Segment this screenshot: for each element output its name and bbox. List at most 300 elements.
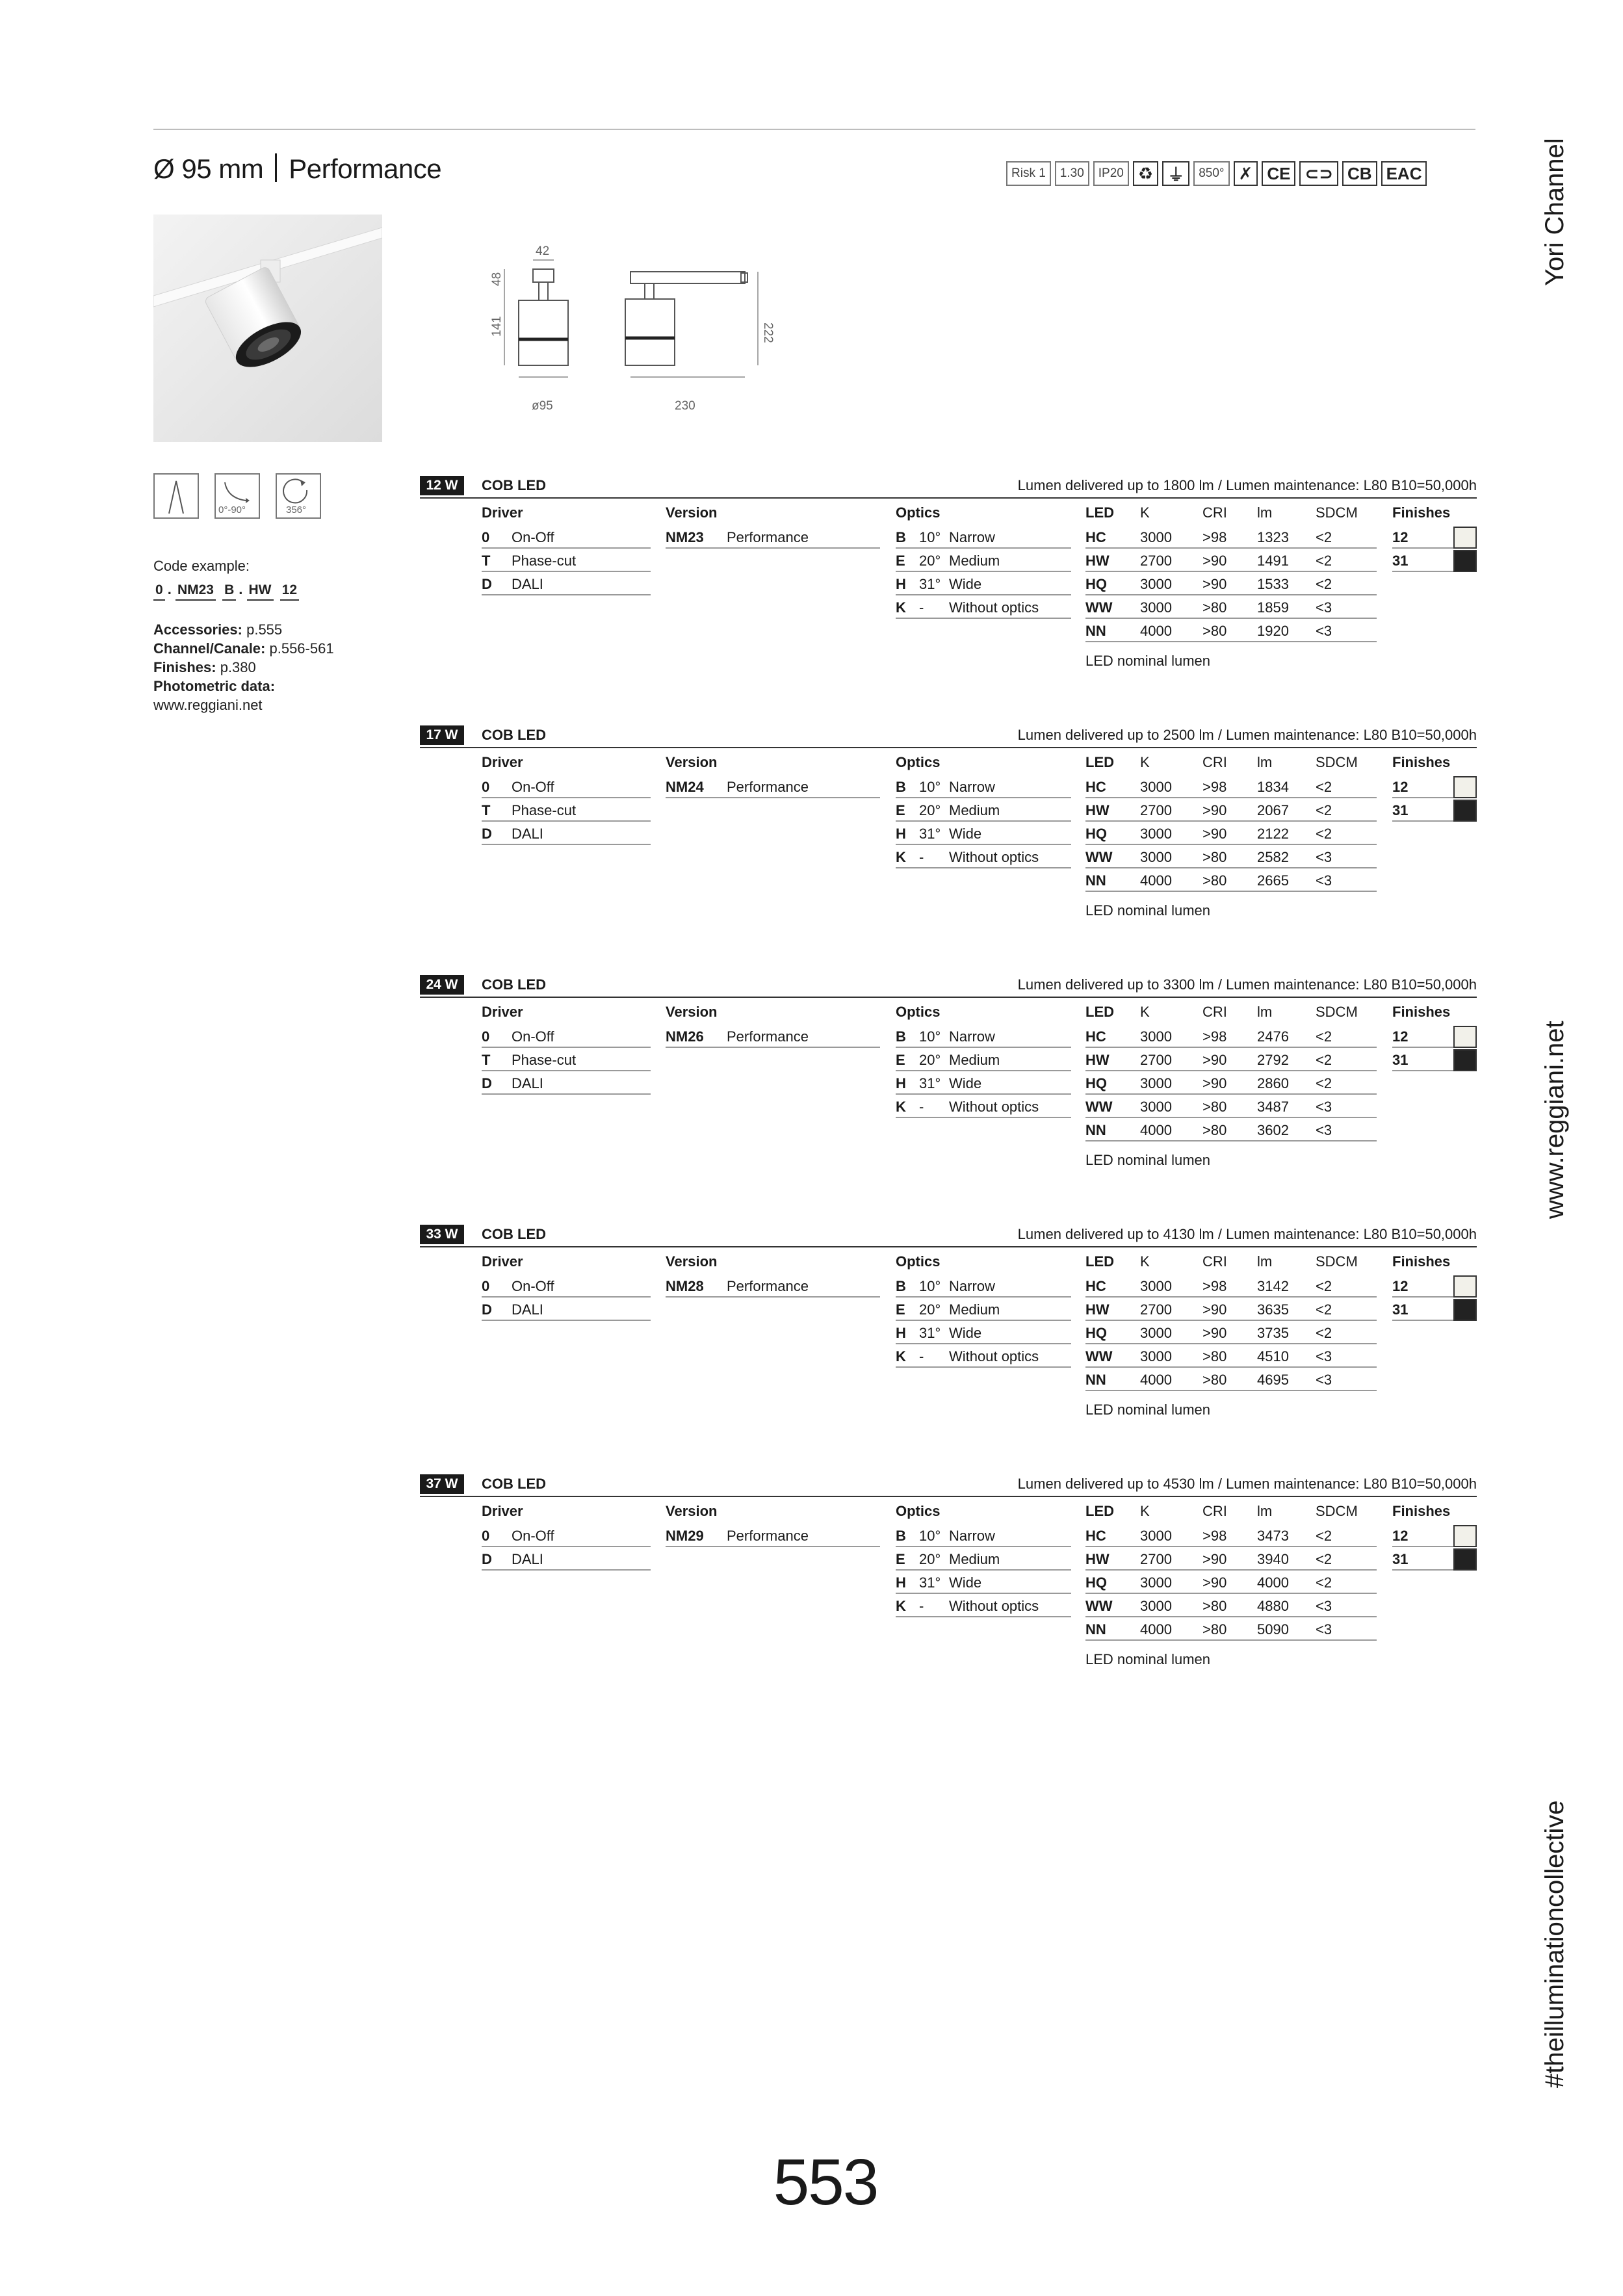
optics-angle: 20°	[919, 1052, 941, 1068]
driver-name: On-Off	[512, 1528, 554, 1544]
led-sdcm: <2	[1316, 1528, 1332, 1544]
led-cri: >90	[1202, 1075, 1227, 1091]
optics-name: Narrow	[949, 1278, 995, 1294]
led-row	[1085, 776, 1377, 798]
rotate-icon	[276, 473, 321, 519]
led-lm: 2067	[1257, 802, 1289, 818]
side-text-channel: Yori Channel	[1540, 138, 1569, 286]
tilt-label: 0°-90°	[218, 504, 246, 515]
optics-name: Narrow	[949, 779, 995, 795]
led-lm: 2582	[1257, 849, 1289, 865]
optics-row	[896, 776, 1071, 798]
led-row	[1085, 1096, 1377, 1118]
product-block	[420, 725, 1477, 920]
column-header-lm: lm	[1257, 1253, 1273, 1270]
optics-angle: 10°	[919, 1528, 941, 1544]
driver-name: Phase-cut	[512, 802, 577, 818]
led-k: 4000	[1140, 872, 1172, 889]
led-k: 4000	[1140, 1621, 1172, 1637]
optics-code: K	[896, 849, 906, 865]
optics-angle: -	[919, 1348, 924, 1364]
led-sdcm: <2	[1316, 1052, 1332, 1068]
optics-name: Medium	[949, 553, 1000, 569]
led-row	[1085, 527, 1377, 549]
led-sdcm: <3	[1316, 872, 1332, 889]
led-row	[1085, 1275, 1377, 1298]
led-k: 4000	[1140, 1122, 1172, 1138]
column-header-finishes: Finishes	[1392, 754, 1451, 770]
column-header-finishes: Finishes	[1392, 1503, 1451, 1519]
driver-row	[482, 776, 651, 798]
led-k: 3000	[1140, 1348, 1172, 1364]
optics-angle: -	[919, 849, 924, 865]
led-cri: >80	[1202, 872, 1227, 889]
led-row	[1085, 1525, 1377, 1547]
led-lm: 1859	[1257, 599, 1289, 616]
finish-code: 31	[1392, 1301, 1409, 1318]
optics-row	[896, 823, 1071, 845]
optics-code: E	[896, 1551, 905, 1567]
version-name: Performance	[727, 1278, 809, 1294]
version-name: Performance	[727, 1528, 809, 1544]
led-lm: 3142	[1257, 1278, 1289, 1294]
lumen-info: Lumen delivered up to 4530 lm / Lumen maintenance: L80 B10=50,000h	[1017, 1476, 1477, 1492]
optics-code: H	[896, 1075, 906, 1091]
wattage-badge: 24 W	[420, 975, 464, 995]
led-row	[1085, 1595, 1377, 1617]
wattage-badge: 17 W	[420, 725, 464, 745]
led-row	[1085, 573, 1377, 595]
column-header-driver: Driver	[482, 1503, 523, 1519]
column-header-cri: CRI	[1202, 754, 1227, 770]
led-lm: 1491	[1257, 553, 1289, 569]
led-k: 3000	[1140, 1574, 1172, 1591]
cert-ip: IP20	[1093, 161, 1129, 186]
finish-swatch	[1453, 1525, 1477, 1547]
led-k: 4000	[1140, 623, 1172, 639]
version-row	[666, 1525, 880, 1547]
led-cri: >90	[1202, 1574, 1227, 1591]
driver-code: D	[482, 826, 492, 842]
led-code: HW	[1085, 1551, 1110, 1567]
finish-swatch	[1453, 1049, 1477, 1071]
optics-code: H	[896, 1574, 906, 1591]
column-header-k: K	[1140, 1253, 1150, 1270]
led-lm: 4880	[1257, 1598, 1289, 1614]
finish-swatch	[1453, 527, 1477, 549]
finish-code: 31	[1392, 1052, 1409, 1068]
version-name: Performance	[727, 779, 809, 795]
dim-height-141: 141	[490, 316, 504, 337]
led-row	[1085, 550, 1377, 572]
led-code: WW	[1085, 599, 1113, 616]
optics-angle: 10°	[919, 529, 941, 545]
page-title	[153, 153, 441, 185]
optics-angle: 20°	[919, 802, 941, 818]
optics-name: Medium	[949, 1551, 1000, 1567]
lumen-info: Lumen delivered up to 4130 lm / Lumen maintenance: L80 B10=50,000h	[1017, 1226, 1477, 1242]
optics-angle: 10°	[919, 1278, 941, 1294]
led-lm: 4000	[1257, 1574, 1289, 1591]
title-separator	[275, 153, 277, 182]
optics-row	[896, 1049, 1071, 1071]
optics-angle: 31°	[919, 1075, 941, 1091]
led-sdcm: <3	[1316, 1122, 1332, 1138]
driver-row	[482, 1073, 651, 1095]
led-cri: >80	[1202, 1099, 1227, 1115]
technical-drawing	[474, 241, 786, 423]
cb-mark-icon: CB	[1342, 161, 1377, 186]
earth-class-icon: ⏚	[1162, 161, 1189, 186]
optics-angle: 20°	[919, 553, 941, 569]
beam-icon	[153, 473, 199, 519]
photometric-ref: Photometric data:	[153, 678, 276, 694]
led-lm: 2792	[1257, 1052, 1289, 1068]
led-k: 3000	[1140, 1099, 1172, 1115]
led-code: NN	[1085, 623, 1106, 639]
version-row	[666, 776, 880, 798]
led-k: 3000	[1140, 1528, 1172, 1544]
led-row	[1085, 1119, 1377, 1141]
optics-angle: 20°	[919, 1301, 941, 1318]
driver-row	[482, 1049, 651, 1071]
finish-swatch	[1453, 1026, 1477, 1048]
led-cri: >98	[1202, 1528, 1227, 1544]
driver-name: On-Off	[512, 1028, 554, 1045]
eac-mark-icon: EAC	[1381, 161, 1427, 186]
product-block	[420, 1225, 1477, 1420]
led-k: 3000	[1140, 529, 1172, 545]
cert-glow-wire: 850°	[1193, 161, 1229, 186]
driver-row	[482, 550, 651, 572]
led-row	[1085, 1572, 1377, 1594]
dim-height-48: 48	[490, 272, 504, 286]
led-row	[1085, 1026, 1377, 1048]
block-rule	[420, 1496, 1477, 1497]
column-header-version: Version	[666, 1253, 718, 1270]
website-link[interactable]: www.reggiani.net	[153, 697, 263, 713]
code-part-version: NM23	[175, 581, 216, 601]
driver-row	[482, 573, 651, 595]
optics-code: B	[896, 529, 906, 545]
column-header-k: K	[1140, 754, 1150, 770]
column-header-led: LED	[1085, 1253, 1114, 1270]
optics-row	[896, 1299, 1071, 1321]
led-lm: 2122	[1257, 826, 1289, 842]
enec-mark-icon: ⊂⊃	[1299, 161, 1338, 186]
optics-code: H	[896, 1325, 906, 1341]
code-part-finish: 12	[280, 581, 299, 601]
led-cri: >98	[1202, 1278, 1227, 1294]
led-k: 3000	[1140, 1075, 1172, 1091]
nominal-lumen-note: LED nominal lumen	[1085, 1402, 1210, 1418]
led-row	[1085, 846, 1377, 868]
finish-code: 12	[1392, 1278, 1409, 1294]
cob-led-label: COB LED	[482, 976, 546, 993]
optics-row	[896, 1346, 1071, 1368]
led-code: HC	[1085, 1028, 1106, 1045]
column-header-sdcm: SDCM	[1316, 754, 1358, 770]
column-header-sdcm: SDCM	[1316, 1004, 1358, 1020]
led-row	[1085, 1073, 1377, 1095]
optics-row	[896, 550, 1071, 572]
led-sdcm: <3	[1316, 1372, 1332, 1388]
optics-name: Narrow	[949, 1528, 995, 1544]
led-code: HC	[1085, 779, 1106, 795]
optics-name: Wide	[949, 826, 982, 842]
optics-angle: -	[919, 1099, 924, 1115]
channel-ref: Channel/Canale: p.556-561	[153, 640, 334, 657]
driver-code: D	[482, 1075, 492, 1091]
led-code: HQ	[1085, 826, 1107, 842]
column-header-sdcm: SDCM	[1316, 504, 1358, 521]
code-part-led: HW	[247, 581, 274, 601]
led-code: HQ	[1085, 576, 1107, 592]
version-row	[666, 527, 880, 549]
column-header-k: K	[1140, 1004, 1150, 1020]
lumen-info: Lumen delivered up to 3300 lm / Lumen maintenance: L80 B10=50,000h	[1017, 976, 1477, 993]
led-sdcm: <2	[1316, 1075, 1332, 1091]
page-number: 553	[773, 2146, 878, 2219]
wattage-badge: 37 W	[420, 1474, 464, 1494]
dim-width-42: 42	[536, 244, 550, 258]
column-header-led: LED	[1085, 1503, 1114, 1519]
optics-row	[896, 1525, 1071, 1547]
driver-code: D	[482, 1551, 492, 1567]
cob-led-label: COB LED	[482, 1476, 546, 1492]
optics-code: E	[896, 1301, 905, 1318]
title-diameter: Ø 95 mm	[153, 153, 264, 184]
column-header-sdcm: SDCM	[1316, 1253, 1358, 1270]
led-k: 3000	[1140, 599, 1172, 616]
led-sdcm: <2	[1316, 1574, 1332, 1591]
led-k: 4000	[1140, 1372, 1172, 1388]
driver-code: D	[482, 576, 492, 592]
column-header-version: Version	[666, 1503, 718, 1519]
led-cri: >90	[1202, 826, 1227, 842]
lumen-info: Lumen delivered up to 1800 lm / Lumen maintenance: L80 B10=50,000h	[1017, 477, 1477, 493]
led-row	[1085, 870, 1377, 892]
version-name: Performance	[727, 529, 809, 545]
led-lm: 1834	[1257, 779, 1289, 795]
driver-name: On-Off	[512, 779, 554, 795]
driver-name: Phase-cut	[512, 1052, 577, 1068]
finish-code: 12	[1392, 1528, 1409, 1544]
driver-name: DALI	[512, 826, 543, 842]
driver-code: T	[482, 553, 491, 569]
column-header-optics: Optics	[896, 754, 941, 770]
optics-name: Narrow	[949, 1028, 995, 1045]
product-block	[420, 1474, 1477, 1669]
optics-row	[896, 1073, 1071, 1095]
led-code: NN	[1085, 1122, 1106, 1138]
column-header-led: LED	[1085, 1004, 1114, 1020]
led-row	[1085, 1548, 1377, 1571]
driver-row	[482, 1548, 651, 1571]
led-lm: 2860	[1257, 1075, 1289, 1091]
block-rule	[420, 997, 1477, 998]
column-header-optics: Optics	[896, 1004, 941, 1020]
led-row	[1085, 823, 1377, 845]
led-k: 3000	[1140, 849, 1172, 865]
led-row	[1085, 1049, 1377, 1071]
track-spotlight-image	[153, 215, 382, 442]
led-row	[1085, 800, 1377, 822]
driver-row	[482, 1525, 651, 1547]
column-header-sdcm: SDCM	[1316, 1503, 1358, 1519]
ce-mark-icon: CE	[1262, 161, 1295, 186]
nominal-lumen-note: LED nominal lumen	[1085, 1152, 1210, 1168]
cert-risk: Risk 1	[1006, 161, 1051, 186]
column-header-cri: CRI	[1202, 1253, 1227, 1270]
led-code: HC	[1085, 529, 1106, 545]
optics-angle: 31°	[919, 1325, 941, 1341]
dim-diameter-95: ø95	[532, 399, 553, 413]
optics-angle: -	[919, 1598, 924, 1614]
led-lm: 1920	[1257, 623, 1289, 639]
column-header-version: Version	[666, 504, 718, 521]
driver-row	[482, 1275, 651, 1298]
recycle-icon: ♻	[1133, 161, 1158, 186]
column-header-cri: CRI	[1202, 1503, 1227, 1519]
cob-led-label: COB LED	[482, 477, 546, 493]
code-part-optics: B	[222, 581, 236, 601]
led-sdcm: <3	[1316, 1099, 1332, 1115]
led-sdcm: <2	[1316, 779, 1332, 795]
led-lm: 3473	[1257, 1528, 1289, 1544]
finish-swatch	[1453, 1548, 1477, 1571]
column-header-cri: CRI	[1202, 504, 1227, 521]
dimension-drawing	[474, 241, 786, 423]
led-cri: >90	[1202, 1301, 1227, 1318]
column-header-version: Version	[666, 1004, 718, 1020]
led-lm: 2476	[1257, 1028, 1289, 1045]
optics-code: E	[896, 553, 905, 569]
column-header-led: LED	[1085, 504, 1114, 521]
optics-angle: 31°	[919, 826, 941, 842]
version-code: NM26	[666, 1028, 704, 1045]
led-sdcm: <3	[1316, 1348, 1332, 1364]
led-cri: >90	[1202, 1052, 1227, 1068]
rotate-label: 356°	[286, 504, 307, 515]
led-row	[1085, 1619, 1377, 1641]
led-sdcm: <3	[1316, 849, 1332, 865]
led-sdcm: <2	[1316, 529, 1332, 545]
driver-row	[482, 1026, 651, 1048]
column-header-finishes: Finishes	[1392, 1004, 1451, 1020]
optics-code: B	[896, 1028, 906, 1045]
led-lm: 2665	[1257, 872, 1289, 889]
led-k: 3000	[1140, 1325, 1172, 1341]
led-lm: 3635	[1257, 1301, 1289, 1318]
driver-code: T	[482, 802, 491, 818]
driver-code: D	[482, 1301, 492, 1318]
led-code: HW	[1085, 1052, 1110, 1068]
version-row	[666, 1026, 880, 1048]
version-row	[666, 1275, 880, 1298]
driver-name: DALI	[512, 1075, 543, 1091]
cert-distance: 1.30	[1055, 161, 1089, 186]
driver-name: DALI	[512, 1551, 543, 1567]
version-code: NM28	[666, 1278, 704, 1294]
references	[153, 620, 334, 714]
nominal-lumen-note: LED nominal lumen	[1085, 902, 1210, 919]
led-k: 3000	[1140, 779, 1172, 795]
led-sdcm: <2	[1316, 1551, 1332, 1567]
led-sdcm: <2	[1316, 1028, 1332, 1045]
dim-height-222: 222	[761, 322, 775, 343]
optics-code: B	[896, 1278, 906, 1294]
optics-code: H	[896, 826, 906, 842]
column-header-driver: Driver	[482, 754, 523, 770]
finish-code: 12	[1392, 779, 1409, 795]
led-lm: 3602	[1257, 1122, 1289, 1138]
led-k: 2700	[1140, 1052, 1172, 1068]
column-header-finishes: Finishes	[1392, 504, 1451, 521]
version-name: Performance	[727, 1028, 809, 1045]
led-lm: 4695	[1257, 1372, 1289, 1388]
led-code: WW	[1085, 849, 1113, 865]
led-cri: >80	[1202, 1348, 1227, 1364]
led-code: HC	[1085, 1278, 1106, 1294]
led-cri: >80	[1202, 1621, 1227, 1637]
optics-row	[896, 1096, 1071, 1118]
optics-row	[896, 527, 1071, 549]
led-sdcm: <2	[1316, 826, 1332, 842]
led-sdcm: <2	[1316, 1301, 1332, 1318]
optics-code: B	[896, 1528, 906, 1544]
led-k: 2700	[1140, 802, 1172, 818]
side-text-website: www.reggiani.net	[1540, 1021, 1569, 1219]
optics-row	[896, 597, 1071, 619]
led-k: 2700	[1140, 553, 1172, 569]
finish-code: 12	[1392, 1028, 1409, 1045]
optics-angle: 10°	[919, 779, 941, 795]
led-code: WW	[1085, 1348, 1113, 1364]
led-sdcm: <3	[1316, 1598, 1332, 1614]
led-cri: >80	[1202, 599, 1227, 616]
led-code: HQ	[1085, 1075, 1107, 1091]
led-lm: 5090	[1257, 1621, 1289, 1637]
led-sdcm: <3	[1316, 1621, 1332, 1637]
nominal-lumen-note: LED nominal lumen	[1085, 1651, 1210, 1667]
driver-name: On-Off	[512, 529, 554, 545]
finish-swatch	[1453, 776, 1477, 798]
optics-angle: 20°	[919, 1551, 941, 1567]
optics-angle: -	[919, 599, 924, 616]
led-row	[1085, 1322, 1377, 1344]
optics-code: E	[896, 1052, 905, 1068]
led-sdcm: <2	[1316, 576, 1332, 592]
optics-name: Without optics	[949, 1348, 1039, 1364]
finish-code: 31	[1392, 553, 1409, 569]
led-k: 3000	[1140, 826, 1172, 842]
led-code: HQ	[1085, 1325, 1107, 1341]
led-lm: 1323	[1257, 529, 1289, 545]
optics-code: K	[896, 1598, 906, 1614]
cob-led-label: COB LED	[482, 1226, 546, 1242]
led-code: NN	[1085, 1372, 1106, 1388]
led-k: 3000	[1140, 1598, 1172, 1614]
led-cri: >90	[1202, 553, 1227, 569]
optics-name: Without optics	[949, 849, 1039, 865]
column-header-k: K	[1140, 1503, 1150, 1519]
led-sdcm: <2	[1316, 553, 1332, 569]
driver-code: 0	[482, 1278, 490, 1294]
optics-name: Without optics	[949, 1598, 1039, 1614]
column-header-cri: CRI	[1202, 1004, 1227, 1020]
led-cri: >80	[1202, 623, 1227, 639]
